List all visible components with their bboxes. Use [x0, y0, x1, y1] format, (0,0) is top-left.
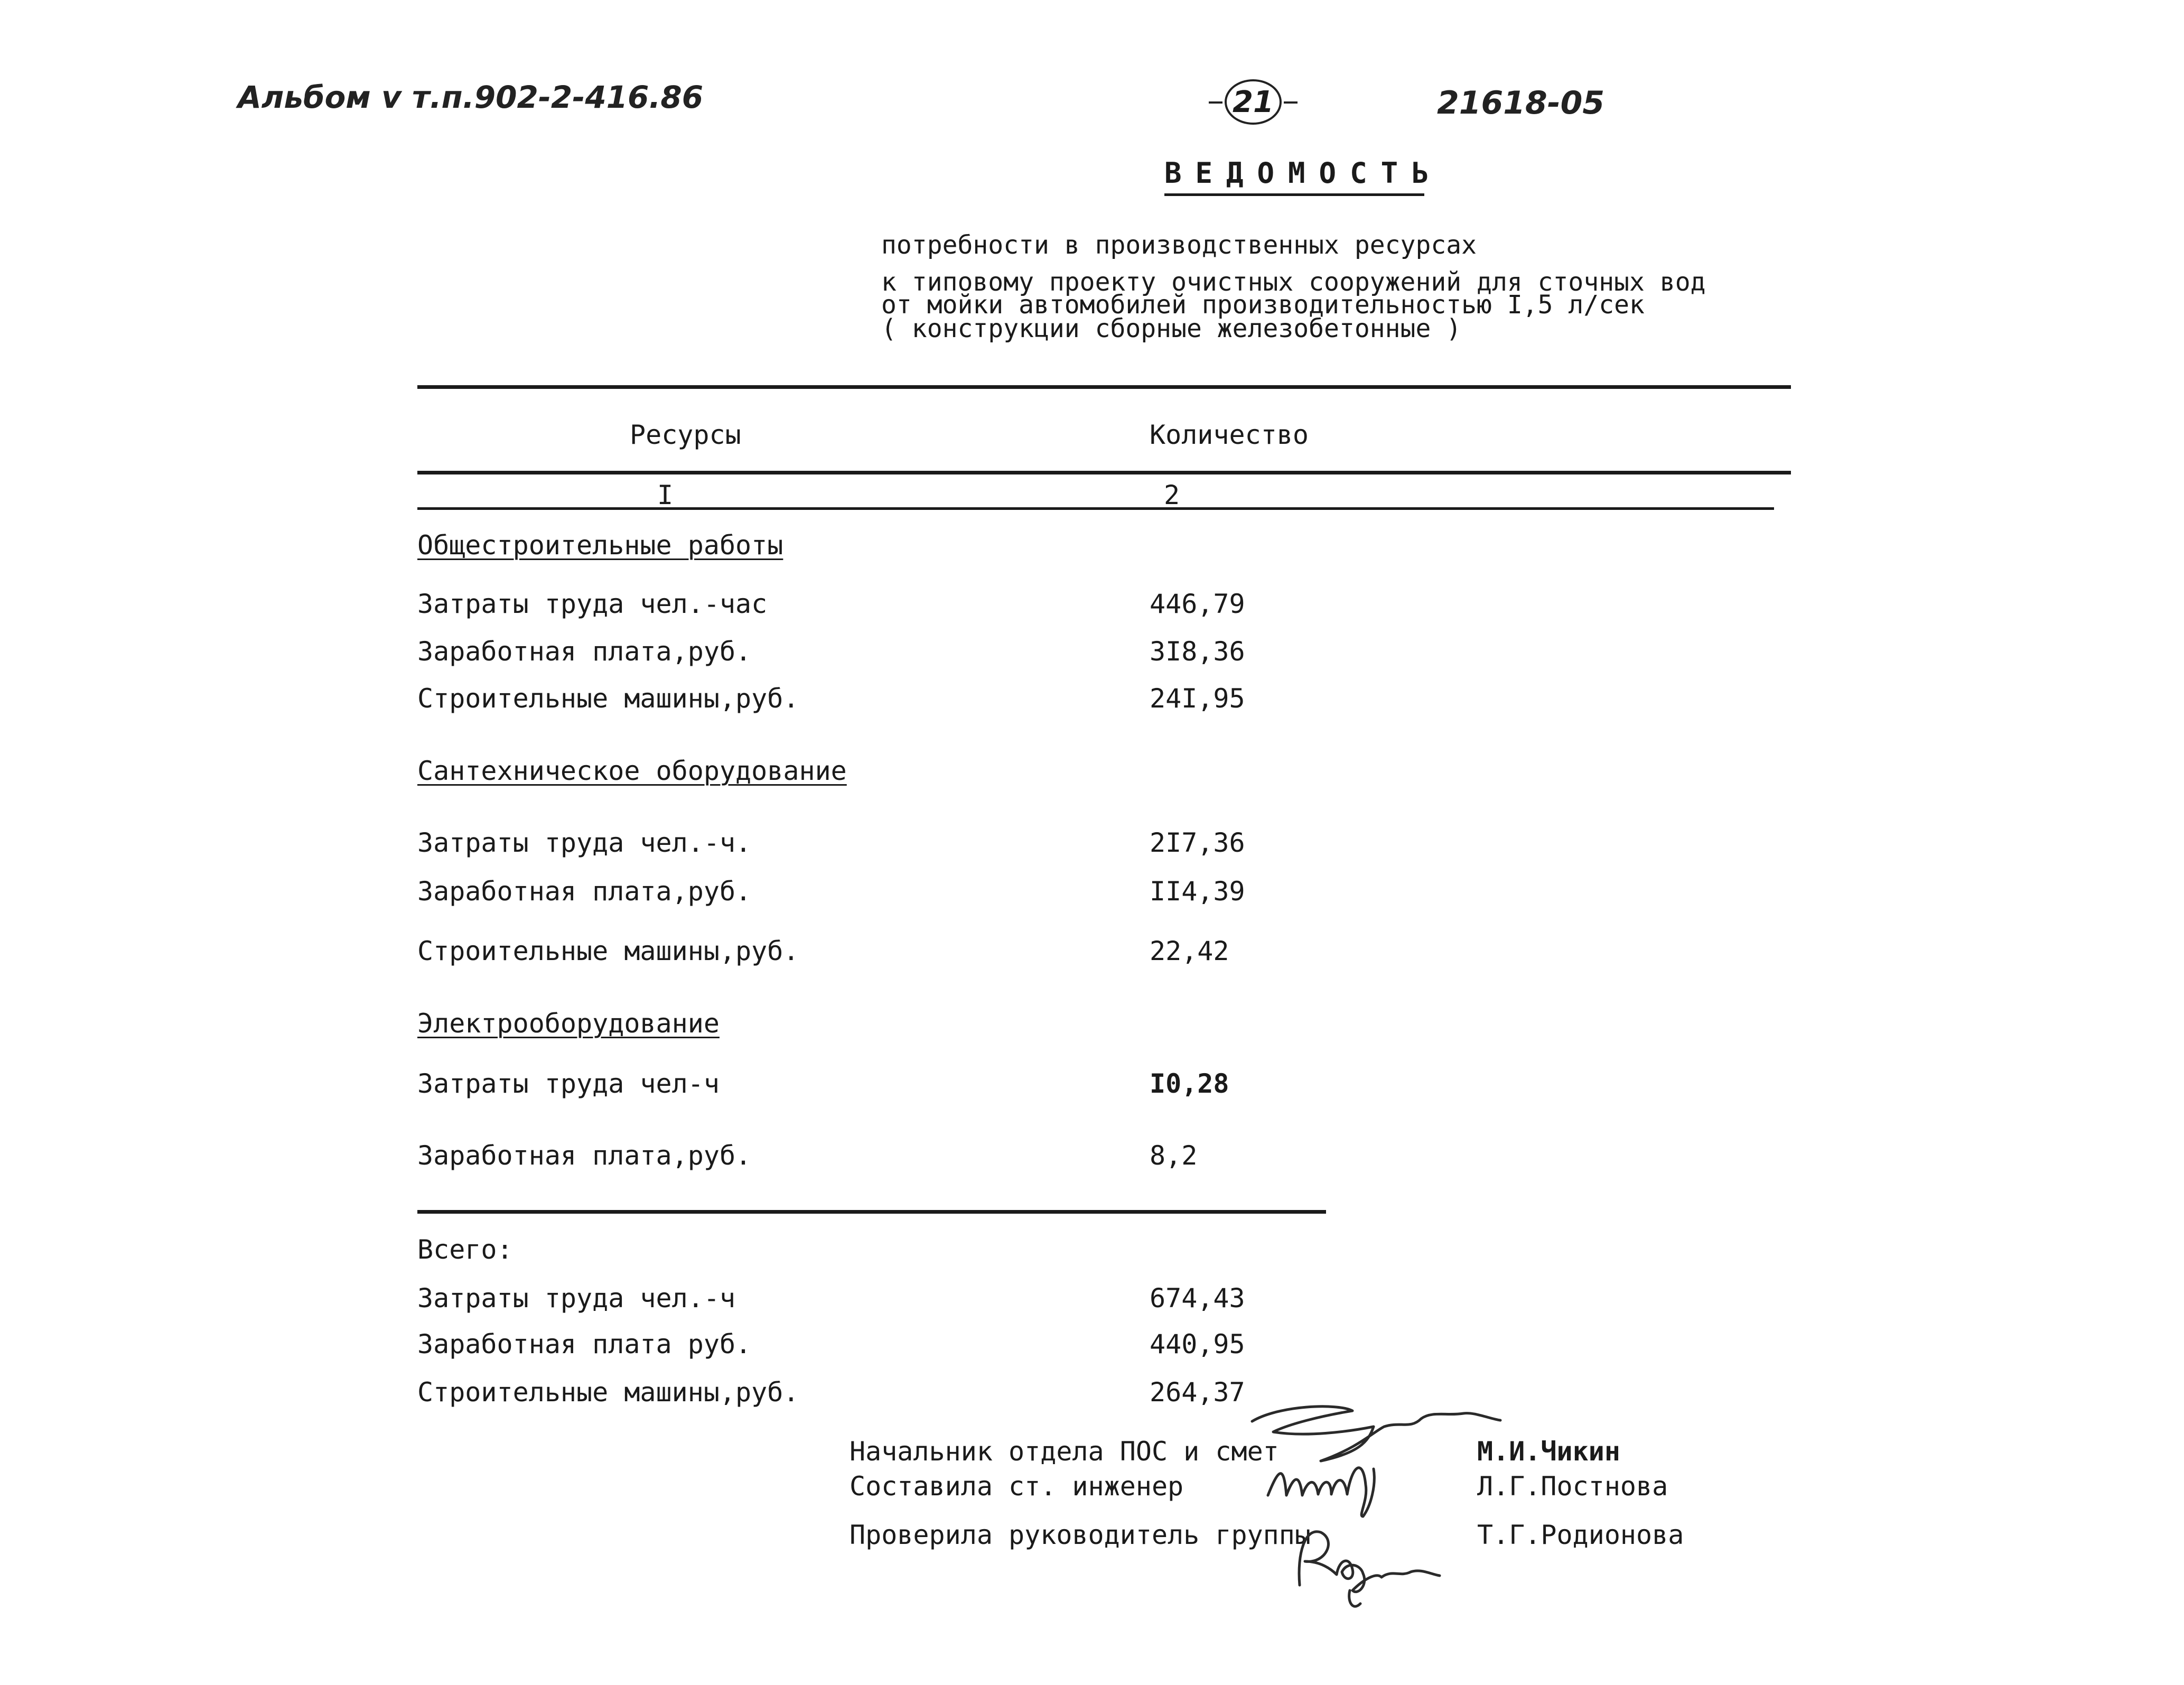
row-label: Заработная плата,руб.	[417, 876, 752, 907]
signature-role: Проверила руководитель группы	[850, 1520, 1311, 1550]
column-number-1: I	[657, 480, 674, 510]
row-label: Затраты труда чел.-ч.	[417, 827, 752, 858]
row-label: Заработная плата,руб.	[417, 1140, 752, 1171]
row-value: 24I,95	[1150, 683, 1245, 714]
total-row-value: 264,37	[1150, 1377, 1245, 1408]
row-label: Заработная плата,руб.	[417, 636, 752, 667]
column-header-quantity: Количество	[1150, 420, 1309, 450]
album-reference: Альбом v т.п.902-2-416.86	[238, 79, 704, 115]
row-label: Строительные машины,руб.	[417, 936, 799, 966]
total-label: Всего:	[417, 1234, 513, 1265]
row-value: I0,28	[1150, 1068, 1229, 1099]
section-title-general-construction: Общестроительные работы	[417, 530, 783, 561]
section-title-plumbing: Сантехническое оборудование	[417, 756, 847, 786]
signature-role: Составила ст. инженер	[850, 1471, 1184, 1502]
row-value: 446,79	[1150, 589, 1245, 619]
row-value: 2I7,36	[1150, 827, 1245, 858]
signature-name: Т.Г.Родионова	[1477, 1520, 1684, 1550]
row-label: Затраты труда чел-ч	[417, 1068, 720, 1099]
column-number-rule	[417, 507, 1774, 510]
section-title-electrical: Электрооборудование	[417, 1008, 720, 1039]
column-header-resources: Ресурсы	[630, 420, 741, 450]
subtitle-line-1: потребности в производственных ресурсах	[881, 230, 1477, 260]
subtitle-line-4: ( конструкции сборные железобетонные )	[881, 314, 1462, 343]
total-row-label: Строительные машины,руб.	[417, 1377, 799, 1408]
total-row-label: Затраты труда чел.-ч	[417, 1283, 736, 1314]
row-value: 8,2	[1150, 1140, 1198, 1171]
totals-rule	[417, 1210, 1326, 1214]
total-row-value: 440,95	[1150, 1329, 1245, 1360]
row-value: II4,39	[1150, 876, 1245, 907]
document-number: 21618-05	[1437, 85, 1605, 122]
row-value: 22,42	[1150, 936, 1229, 966]
row-value: 3I8,36	[1150, 636, 1245, 667]
total-row-value: 674,43	[1150, 1283, 1245, 1314]
subtitle-line-2: к типовому проекту очистных сооружений для сточных вод	[881, 267, 1706, 297]
document-title: ВЕДОМОСТЬ	[1164, 156, 1443, 190]
total-row-label: Заработная плата руб.	[417, 1329, 752, 1360]
signature-rodionova	[1289, 1511, 1448, 1617]
signature-name: М.И.Чикин	[1477, 1436, 1620, 1467]
signature-role: Начальник отдела ПОС и смет	[850, 1436, 1279, 1467]
page-number: 21	[1225, 79, 1282, 125]
subtitle-line-3: от мойки автомобилей производительностью I,5 л/сек	[881, 290, 1645, 320]
table-top-rule	[417, 385, 1791, 389]
signature-name: Л.Г.Постнова	[1477, 1471, 1668, 1502]
row-label: Строительные машины,руб.	[417, 683, 799, 714]
header-rule	[417, 471, 1791, 474]
title-underline	[1164, 193, 1424, 196]
signature-postnova	[1257, 1448, 1395, 1522]
row-label: Затраты труда чел.-час	[417, 589, 768, 619]
column-number-2: 2	[1164, 480, 1180, 510]
